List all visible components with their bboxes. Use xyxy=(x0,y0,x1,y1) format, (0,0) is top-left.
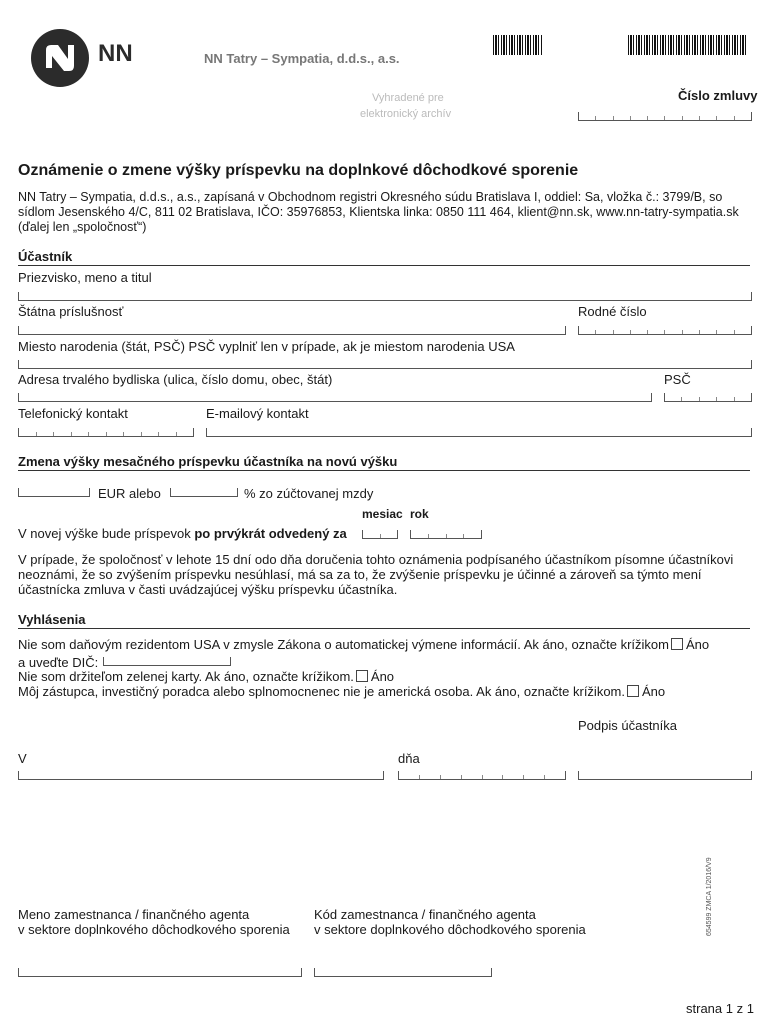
birth-number-label: Rodné číslo xyxy=(578,304,647,319)
divider xyxy=(18,265,750,266)
divider xyxy=(18,470,750,471)
company-name: NN Tatry – Sympatia, d.d.s., a.s. xyxy=(204,51,400,66)
first-time-text: V novej výške bude príspevok po prvýkrát odvedený za xyxy=(18,526,347,541)
logo-text: NN xyxy=(98,40,133,67)
archive-note-1: Vyhradené pre xyxy=(372,92,444,104)
intro-line-2: sídlom Jesenského 4/C, 811 02 Bratislava, IČO: 35976853, Klientska linka: 0850 111 464, klient@nn.sk, www.nn-tatry-sympatia.sk xyxy=(18,205,739,219)
year-label: rok xyxy=(410,507,429,521)
section-declarations: Vyhlásenia xyxy=(18,612,86,627)
eur-amount-field[interactable] xyxy=(18,488,90,497)
page-number: strana 1 z 1 xyxy=(686,1001,754,1016)
notice-line-3: účastnícka zmluva v časti uvádzajúcej výšku príspevku účastníka. xyxy=(18,582,398,597)
agent-name-label-1: Meno zamestnanca / finančného agenta xyxy=(18,907,250,922)
contract-number-field[interactable] xyxy=(578,112,752,121)
declaration-green-card: Nie som držiteľom zelenej karty. Ak áno, označte krížikom. Áno xyxy=(18,669,395,684)
declaration-us-person: Môj zástupca, investičný poradca alebo splnomocnenec nie je americká osoba. Ak áno, označte krížikom. Áno xyxy=(18,684,666,699)
agent-code-label-2: v sektore doplnkového dôchodkového sporenia xyxy=(314,922,586,937)
barcode-1 xyxy=(493,35,543,55)
birthplace-field[interactable] xyxy=(18,360,752,369)
percent-label: % zo zúčtovanej mzdy xyxy=(244,486,374,501)
notice-line-2: neoznámi, že so zvýšením príspevku nesúhlasí, má sa za to, že zvýšenie príspevku je účinné a zároveň sa týmto mení xyxy=(18,567,702,582)
section-participant: Účastník xyxy=(18,249,73,264)
phone-field[interactable] xyxy=(18,428,194,437)
phone-label: Telefonický kontakt xyxy=(18,406,128,421)
intro-line-1: NN Tatry – Sympatia, d.d.s., a.s., zapísaná v Obchodnom registri Okresného súdu Bratislava I, oddiel: Sa, vložka č.: 3799/B, so xyxy=(18,190,723,204)
side-form-code: 654599 ZMCA 1/2016/V9 xyxy=(706,857,713,936)
address-label: Adresa trvalého bydliska (ulica, číslo domu, obec, štát) xyxy=(18,372,333,387)
us-tax-checkbox[interactable] xyxy=(671,638,683,650)
email-label: E-mailový kontakt xyxy=(206,406,309,421)
contract-number-label: Číslo zmluvy xyxy=(678,88,758,103)
tin-label: a uveďte DIČ: xyxy=(18,655,99,670)
date-field[interactable] xyxy=(398,771,566,780)
address-field[interactable] xyxy=(18,393,652,402)
nationality-field[interactable] xyxy=(18,326,566,335)
section-change: Zmena výšky mesačného príspevku účastníka na novú výšku xyxy=(18,454,398,469)
barcode-2 xyxy=(628,35,748,55)
archive-note-2: elektronický archív xyxy=(360,108,452,120)
percent-field[interactable] xyxy=(170,488,238,497)
green-card-checkbox[interactable] xyxy=(356,670,368,682)
notice-line-1: V prípade, že spoločnosť v lehote 15 dní odo dňa doručenia tohto oznámenia podpísaného účastníkom písomne účastníkovi xyxy=(18,552,734,567)
month-field[interactable] xyxy=(362,530,398,539)
place-field[interactable] xyxy=(18,771,384,780)
zip-field[interactable] xyxy=(664,393,752,402)
page-title: Oznámenie o zmene výšky príspevku na doplnkové dôchodkové sporenie xyxy=(18,162,579,179)
email-field[interactable] xyxy=(206,428,752,437)
agent-name-label-2: v sektore doplnkového dôchodkového sporenia xyxy=(18,922,290,937)
agent-code-label-1: Kód zamestnanca / finančného agenta xyxy=(314,907,536,922)
intro-line-3: (ďalej len „spoločnosť“) xyxy=(18,220,147,234)
zip-label: PSČ xyxy=(664,372,691,387)
month-label: mesiac xyxy=(362,507,403,521)
agent-name-field[interactable] xyxy=(18,968,302,977)
birthplace-label: Miesto narodenia (štát, PSČ) PSČ vyplniť len v prípade, ak je miestom narodenia USA xyxy=(18,339,515,354)
name-field[interactable] xyxy=(18,292,752,301)
birth-number-field[interactable] xyxy=(578,326,752,335)
nn-logo-icon xyxy=(30,28,90,88)
tin-field[interactable] xyxy=(103,657,231,666)
us-person-checkbox[interactable] xyxy=(627,685,639,697)
name-label: Priezvisko, meno a titul xyxy=(18,270,152,285)
eur-label: EUR alebo xyxy=(98,486,161,501)
year-field[interactable] xyxy=(410,530,482,539)
declaration-us-tax: Nie som daňovým rezidentom USA v zmysle Zákona o automatickej výmene informácií. Ak áno, označte krížikom Áno xyxy=(18,637,710,652)
signature-field[interactable] xyxy=(578,771,752,780)
place-label: V xyxy=(18,751,27,766)
nn-logo xyxy=(30,28,90,91)
date-label: dňa xyxy=(398,751,420,766)
signature-label: Podpis účastníka xyxy=(578,718,678,733)
nationality-label: Štátna príslušnosť xyxy=(18,304,124,319)
agent-code-field[interactable] xyxy=(314,968,492,977)
divider xyxy=(18,628,750,629)
